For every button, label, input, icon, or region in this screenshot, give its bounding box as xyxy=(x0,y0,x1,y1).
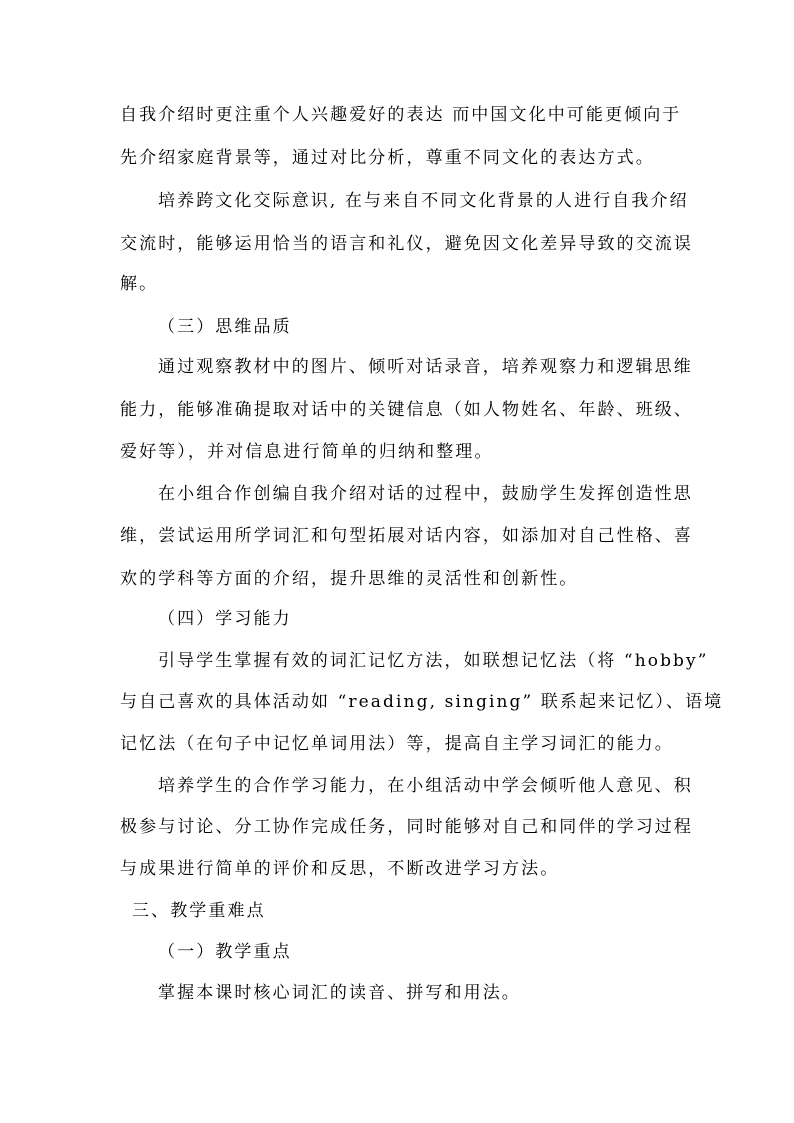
paragraph-line: 爱好等），并对信息进行简单的归纳和整理。 xyxy=(120,442,494,462)
paragraph-line: 培养跨文化交际意识, 在与来自不同文化背景的人进行自我介绍 xyxy=(158,191,689,211)
paragraph-line: 交流时，能够运用恰当的语言和礼仪，避免因文化差异导致的交流误 xyxy=(120,234,693,254)
paragraph-line: 与自己喜欢的具体活动如 “reading, singing” 联系起来记忆）、语境 xyxy=(120,692,724,712)
paragraph-line: 掌握本课时核心词汇的读音、拼写和用法。 xyxy=(158,983,521,1003)
paragraph-line: 通过观察教材中的图片、倾听对话录音，培养观察力和逻辑思维 xyxy=(158,357,693,377)
paragraph-line: 记忆法（在句子中记忆单词用法）等，提高自主学习词汇的能力。 xyxy=(120,734,674,754)
paragraph-line: 维，尝试运用所学词汇和句型拓展对话内容，如添加对自己性格、喜 xyxy=(120,526,693,546)
paragraph-line: 自我介绍时更注重个人兴趣爱好的表达 而中国文化中可能更倾向于 xyxy=(120,105,682,125)
paragraph-line: 极参与讨论、分工协作完成任务，同时能够对自己和同伴的学习过程 xyxy=(120,817,693,837)
section-heading: （一）教学重点 xyxy=(158,942,292,962)
paragraph-line: 引导学生掌握有效的词汇记忆方法，如联想记忆法（将 “hobby” xyxy=(158,651,709,671)
paragraph-line: 在小组合作创编自我介绍对话的过程中，鼓励学生发挥创造性思 xyxy=(158,484,693,504)
section-heading: （四）学习能力 xyxy=(158,609,292,629)
paragraph-line: 与成果进行简单的评价和反思，不断改进学习方法。 xyxy=(120,859,560,879)
paragraph-line: 解。 xyxy=(120,274,159,294)
paragraph-line: 能力，能够准确提取对话中的关键信息（如人物姓名、年龄、班级、 xyxy=(120,400,693,420)
section-heading: （三）思维品质 xyxy=(158,317,292,337)
section-heading: 三、教学重难点 xyxy=(132,901,266,921)
paragraph-line: 先介绍家庭背景等，通过对比分析，尊重不同文化的表达方式。 xyxy=(120,148,655,168)
paragraph-line: 欢的学科等方面的介绍，提升思维的灵活性和创新性。 xyxy=(120,569,579,589)
paragraph-line: 培养学生的合作学习能力，在小组活动中学会倾听他人意见、积 xyxy=(158,776,693,796)
